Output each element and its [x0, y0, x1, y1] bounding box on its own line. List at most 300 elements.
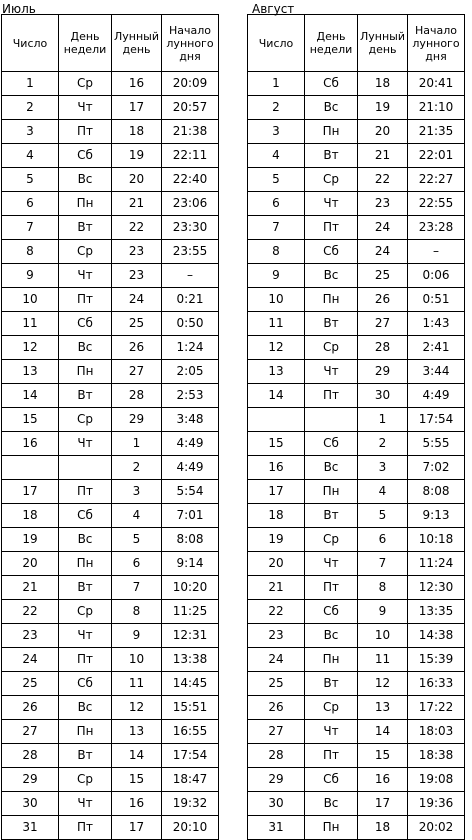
- cell-date: [248, 408, 305, 432]
- cell-weekday: Сб: [59, 672, 112, 696]
- cell-lunar-day: 12: [112, 696, 162, 720]
- cell-date: 30: [2, 792, 59, 816]
- cell-weekday: Пт: [59, 648, 112, 672]
- cell-weekday: Пт: [305, 384, 358, 408]
- july-header-date: Число: [2, 15, 59, 72]
- cell-date: 31: [2, 816, 59, 840]
- cell-lunar-day: 2: [112, 456, 162, 480]
- table-row: [248, 744, 465, 768]
- table-row: [248, 96, 465, 120]
- cell-date: 24: [248, 648, 305, 672]
- cell-date: 3: [2, 120, 59, 144]
- cell-lunar-start: 22:27: [408, 168, 465, 192]
- cell-date: 2: [248, 96, 305, 120]
- cell-weekday: Вт: [59, 216, 112, 240]
- table-row: [248, 720, 465, 744]
- table-row: [248, 288, 465, 312]
- july-table: [1, 14, 219, 840]
- table-row: [2, 192, 219, 216]
- table-row: [248, 648, 465, 672]
- cell-lunar-start: 0:50: [162, 312, 219, 336]
- cell-lunar-day: 5: [358, 504, 408, 528]
- cell-lunar-day: 4: [358, 480, 408, 504]
- cell-lunar-start: 21:35: [408, 120, 465, 144]
- table-row: [2, 288, 219, 312]
- cell-lunar-day: 30: [358, 384, 408, 408]
- table-row: [2, 216, 219, 240]
- cell-weekday: Сб: [59, 504, 112, 528]
- cell-lunar-start: 2:53: [162, 384, 219, 408]
- cell-weekday: Ср: [59, 600, 112, 624]
- cell-date: 17: [2, 480, 59, 504]
- cell-lunar-start: 13:38: [162, 648, 219, 672]
- cell-date: 27: [2, 720, 59, 744]
- table-row: [2, 168, 219, 192]
- cell-weekday: Пт: [305, 576, 358, 600]
- cell-lunar-day: 25: [358, 264, 408, 288]
- cell-weekday: Чт: [305, 192, 358, 216]
- cell-lunar-start: 9:13: [408, 504, 465, 528]
- table-row: [2, 144, 219, 168]
- cell-date: 26: [248, 696, 305, 720]
- cell-weekday: Ср: [305, 168, 358, 192]
- cell-weekday: Вс: [305, 792, 358, 816]
- cell-lunar-start: 13:35: [408, 600, 465, 624]
- cell-weekday: Пн: [59, 552, 112, 576]
- cell-lunar-day: 29: [358, 360, 408, 384]
- table-row: [2, 432, 219, 456]
- cell-lunar-start: 8:08: [162, 528, 219, 552]
- cell-lunar-start: 4:49: [408, 384, 465, 408]
- cell-weekday: Вт: [59, 384, 112, 408]
- cell-lunar-start: 23:06: [162, 192, 219, 216]
- cell-lunar-day: 23: [358, 192, 408, 216]
- cell-lunar-day: 28: [358, 336, 408, 360]
- cell-lunar-day: 7: [358, 552, 408, 576]
- cell-lunar-day: 10: [112, 648, 162, 672]
- cell-lunar-day: 15: [358, 744, 408, 768]
- table-row: [248, 600, 465, 624]
- cell-lunar-start: 4:49: [162, 456, 219, 480]
- table-row: [2, 672, 219, 696]
- cell-weekday: Сб: [59, 144, 112, 168]
- cell-lunar-day: 16: [112, 72, 162, 96]
- cell-lunar-day: 4: [112, 504, 162, 528]
- cell-weekday: Сб: [59, 312, 112, 336]
- july-title: Июль: [2, 2, 36, 16]
- cell-weekday: Пн: [305, 816, 358, 840]
- cell-date: 28: [2, 744, 59, 768]
- cell-date: 12: [248, 336, 305, 360]
- cell-date: 24: [2, 648, 59, 672]
- cell-date: 22: [2, 600, 59, 624]
- table-row: [2, 384, 219, 408]
- table-row: [248, 120, 465, 144]
- cell-lunar-start: 0:21: [162, 288, 219, 312]
- july-header-lunar-day: Лунный день: [112, 15, 162, 72]
- table-row: [248, 624, 465, 648]
- cell-weekday: Пт: [305, 744, 358, 768]
- table-row: [248, 432, 465, 456]
- cell-lunar-day: 15: [112, 768, 162, 792]
- cell-weekday: Ср: [59, 240, 112, 264]
- cell-lunar-start: 5:54: [162, 480, 219, 504]
- cell-weekday: Чт: [305, 552, 358, 576]
- cell-weekday: Пн: [59, 720, 112, 744]
- table-row: [248, 456, 465, 480]
- cell-lunar-day: 19: [358, 96, 408, 120]
- cell-weekday: Вт: [305, 504, 358, 528]
- cell-lunar-day: 27: [112, 360, 162, 384]
- table-row: [2, 600, 219, 624]
- cell-date: 9: [248, 264, 305, 288]
- cell-lunar-start: 2:41: [408, 336, 465, 360]
- cell-lunar-day: 21: [112, 192, 162, 216]
- table-row: [2, 696, 219, 720]
- cell-lunar-start: 9:14: [162, 552, 219, 576]
- table-row: [248, 72, 465, 96]
- cell-lunar-day: 18: [358, 72, 408, 96]
- cell-date: 25: [2, 672, 59, 696]
- cell-lunar-day: 24: [112, 288, 162, 312]
- august-header-lunar-day: Лунный день: [358, 15, 408, 72]
- cell-weekday: Вс: [59, 168, 112, 192]
- cell-lunar-day: 6: [112, 552, 162, 576]
- cell-lunar-start: 19:36: [408, 792, 465, 816]
- table-row: [248, 528, 465, 552]
- cell-date: 8: [2, 240, 59, 264]
- cell-lunar-day: 1: [112, 432, 162, 456]
- cell-date: 29: [248, 768, 305, 792]
- cell-weekday: Вт: [305, 312, 358, 336]
- cell-weekday: Пн: [305, 480, 358, 504]
- table-row: [248, 360, 465, 384]
- table-row: [248, 336, 465, 360]
- table-row: [2, 312, 219, 336]
- cell-weekday: Пн: [305, 648, 358, 672]
- cell-date: 16: [2, 432, 59, 456]
- cell-date: 29: [2, 768, 59, 792]
- cell-lunar-start: 23:30: [162, 216, 219, 240]
- table-row: [2, 480, 219, 504]
- cell-weekday: Вт: [305, 144, 358, 168]
- table-row: [248, 480, 465, 504]
- july-header-lunar-start: Начало лунного дня: [162, 15, 219, 72]
- cell-weekday: Ср: [59, 72, 112, 96]
- cell-lunar-start: 12:31: [162, 624, 219, 648]
- table-row: [248, 264, 465, 288]
- table-row: [2, 576, 219, 600]
- cell-date: 23: [2, 624, 59, 648]
- cell-lunar-start: 15:51: [162, 696, 219, 720]
- cell-lunar-day: 14: [358, 720, 408, 744]
- cell-date: 26: [2, 696, 59, 720]
- cell-weekday: Ср: [305, 528, 358, 552]
- cell-lunar-day: 20: [112, 168, 162, 192]
- cell-weekday: Вс: [305, 456, 358, 480]
- cell-lunar-start: 22:01: [408, 144, 465, 168]
- cell-lunar-day: 26: [358, 288, 408, 312]
- table-row: [2, 360, 219, 384]
- cell-date: 10: [2, 288, 59, 312]
- cell-weekday: Сб: [305, 768, 358, 792]
- table-row: [248, 312, 465, 336]
- july-body: [2, 72, 219, 840]
- cell-date: 17: [248, 480, 305, 504]
- table-row: [248, 552, 465, 576]
- cell-date: 15: [2, 408, 59, 432]
- cell-lunar-day: 17: [112, 96, 162, 120]
- cell-date: 22: [248, 600, 305, 624]
- cell-weekday: Пн: [305, 288, 358, 312]
- cell-lunar-start: 11:24: [408, 552, 465, 576]
- table-row: [248, 576, 465, 600]
- table-row: [2, 264, 219, 288]
- cell-lunar-start: 8:08: [408, 480, 465, 504]
- table-row: [2, 528, 219, 552]
- cell-lunar-start: 3:44: [408, 360, 465, 384]
- cell-weekday: Чт: [59, 624, 112, 648]
- table-row: [2, 240, 219, 264]
- cell-date: 21: [2, 576, 59, 600]
- table-row: [2, 648, 219, 672]
- cell-lunar-start: 22:55: [408, 192, 465, 216]
- table-row: [2, 624, 219, 648]
- cell-lunar-day: 7: [112, 576, 162, 600]
- cell-lunar-day: 9: [112, 624, 162, 648]
- cell-lunar-day: 18: [358, 816, 408, 840]
- cell-weekday: Пн: [305, 120, 358, 144]
- july-header-row: [2, 15, 219, 72]
- table-row: [248, 144, 465, 168]
- cell-lunar-day: 8: [358, 576, 408, 600]
- cell-weekday: Пт: [305, 216, 358, 240]
- cell-weekday: Пн: [59, 360, 112, 384]
- cell-date: 7: [2, 216, 59, 240]
- cell-lunar-start: 0:51: [408, 288, 465, 312]
- cell-date: 30: [248, 792, 305, 816]
- cell-date: 19: [248, 528, 305, 552]
- cell-weekday: Чт: [59, 432, 112, 456]
- cell-lunar-start: 3:48: [162, 408, 219, 432]
- cell-lunar-day: 14: [112, 744, 162, 768]
- cell-date: 14: [2, 384, 59, 408]
- table-row: [2, 456, 219, 480]
- cell-lunar-day: 13: [358, 696, 408, 720]
- august-header-date: Число: [248, 15, 305, 72]
- cell-date: 15: [248, 432, 305, 456]
- cell-lunar-start: 12:30: [408, 576, 465, 600]
- august-header-lunar-start: Начало лунного дня: [408, 15, 465, 72]
- cell-date: 5: [2, 168, 59, 192]
- cell-lunar-start: 19:32: [162, 792, 219, 816]
- cell-lunar-start: 22:11: [162, 144, 219, 168]
- table-row: [2, 72, 219, 96]
- cell-weekday: Вс: [305, 96, 358, 120]
- cell-weekday: Чт: [305, 720, 358, 744]
- cell-lunar-start: 5:55: [408, 432, 465, 456]
- cell-weekday: Ср: [59, 768, 112, 792]
- cell-weekday: [59, 456, 112, 480]
- cell-date: 7: [248, 216, 305, 240]
- cell-lunar-start: 16:55: [162, 720, 219, 744]
- cell-weekday: Ср: [305, 696, 358, 720]
- cell-lunar-start: 20:57: [162, 96, 219, 120]
- august-title: Август: [252, 2, 295, 16]
- table-row: [2, 792, 219, 816]
- table-row: [248, 696, 465, 720]
- cell-lunar-day: 20: [358, 120, 408, 144]
- cell-lunar-day: 22: [112, 216, 162, 240]
- cell-weekday: Сб: [305, 600, 358, 624]
- table-row: [2, 816, 219, 840]
- cell-lunar-day: 6: [358, 528, 408, 552]
- cell-date: 18: [2, 504, 59, 528]
- cell-lunar-day: 10: [358, 624, 408, 648]
- cell-lunar-start: 16:33: [408, 672, 465, 696]
- cell-lunar-start: 2:05: [162, 360, 219, 384]
- table-row: [248, 384, 465, 408]
- cell-lunar-day: 1: [358, 408, 408, 432]
- table-row: [248, 168, 465, 192]
- cell-weekday: Вс: [59, 528, 112, 552]
- cell-date: 14: [248, 384, 305, 408]
- cell-lunar-day: 8: [112, 600, 162, 624]
- cell-lunar-start: 10:20: [162, 576, 219, 600]
- table-row: [2, 408, 219, 432]
- cell-lunar-day: 24: [358, 216, 408, 240]
- table-row: [2, 504, 219, 528]
- cell-weekday: Пн: [59, 192, 112, 216]
- cell-date: 1: [248, 72, 305, 96]
- cell-date: 19: [2, 528, 59, 552]
- cell-date: 6: [248, 192, 305, 216]
- cell-weekday: Вс: [305, 624, 358, 648]
- cell-lunar-start: 17:22: [408, 696, 465, 720]
- cell-lunar-start: 14:38: [408, 624, 465, 648]
- cell-lunar-day: 24: [358, 240, 408, 264]
- cell-lunar-day: 2: [358, 432, 408, 456]
- cell-weekday: Ср: [59, 408, 112, 432]
- cell-weekday: Вт: [305, 672, 358, 696]
- table-row: [2, 744, 219, 768]
- table-row: [248, 768, 465, 792]
- cell-weekday: Сб: [305, 72, 358, 96]
- cell-date: 11: [248, 312, 305, 336]
- cell-lunar-day: 17: [358, 792, 408, 816]
- cell-lunar-day: 26: [112, 336, 162, 360]
- cell-weekday: Чт: [59, 264, 112, 288]
- cell-lunar-day: 11: [358, 648, 408, 672]
- cell-lunar-day: 5: [112, 528, 162, 552]
- cell-lunar-start: 11:25: [162, 600, 219, 624]
- table-row: [248, 408, 465, 432]
- cell-weekday: Вс: [59, 696, 112, 720]
- cell-lunar-start: 20:09: [162, 72, 219, 96]
- cell-lunar-start: –: [408, 240, 465, 264]
- cell-date: 6: [2, 192, 59, 216]
- cell-lunar-start: 7:02: [408, 456, 465, 480]
- cell-lunar-day: 27: [358, 312, 408, 336]
- cell-lunar-start: 18:47: [162, 768, 219, 792]
- cell-lunar-day: 11: [112, 672, 162, 696]
- table-row: [248, 192, 465, 216]
- cell-lunar-start: 20:10: [162, 816, 219, 840]
- table-row: [248, 216, 465, 240]
- cell-date: 31: [248, 816, 305, 840]
- cell-date: 28: [248, 744, 305, 768]
- cell-lunar-start: 10:18: [408, 528, 465, 552]
- cell-lunar-start: 18:38: [408, 744, 465, 768]
- table-row: [248, 816, 465, 840]
- cell-lunar-day: 19: [112, 144, 162, 168]
- cell-lunar-day: 29: [112, 408, 162, 432]
- cell-lunar-day: 16: [112, 792, 162, 816]
- cell-lunar-start: 21:10: [408, 96, 465, 120]
- cell-lunar-start: 0:06: [408, 264, 465, 288]
- cell-date: 1: [2, 72, 59, 96]
- cell-weekday: Пт: [59, 816, 112, 840]
- cell-date: 8: [248, 240, 305, 264]
- cell-lunar-day: 16: [358, 768, 408, 792]
- cell-weekday: Пт: [59, 120, 112, 144]
- cell-date: 16: [248, 456, 305, 480]
- cell-lunar-day: 3: [112, 480, 162, 504]
- cell-lunar-start: 15:39: [408, 648, 465, 672]
- table-row: [2, 120, 219, 144]
- table-row: [248, 672, 465, 696]
- cell-weekday: Вс: [305, 264, 358, 288]
- cell-date: 23: [248, 624, 305, 648]
- cell-weekday: Чт: [59, 96, 112, 120]
- cell-lunar-day: 13: [112, 720, 162, 744]
- cell-lunar-start: 1:43: [408, 312, 465, 336]
- table-row: [2, 768, 219, 792]
- cell-weekday: Вт: [59, 576, 112, 600]
- cell-weekday: Сб: [305, 240, 358, 264]
- cell-lunar-start: –: [162, 264, 219, 288]
- cell-weekday: Чт: [305, 360, 358, 384]
- cell-date: 13: [2, 360, 59, 384]
- cell-weekday: Вт: [59, 744, 112, 768]
- cell-date: 20: [2, 552, 59, 576]
- cell-lunar-start: 14:45: [162, 672, 219, 696]
- cell-weekday: Сб: [305, 432, 358, 456]
- cell-weekday: Пт: [59, 480, 112, 504]
- cell-lunar-start: 22:40: [162, 168, 219, 192]
- table-row: [248, 504, 465, 528]
- cell-date: 10: [248, 288, 305, 312]
- cell-weekday: Вс: [59, 336, 112, 360]
- table-row: [2, 720, 219, 744]
- cell-date: 9: [2, 264, 59, 288]
- cell-lunar-day: 22: [358, 168, 408, 192]
- cell-lunar-start: 17:54: [408, 408, 465, 432]
- cell-date: 13: [248, 360, 305, 384]
- cell-lunar-start: 18:03: [408, 720, 465, 744]
- cell-weekday: Пт: [59, 288, 112, 312]
- cell-date: 12: [2, 336, 59, 360]
- cell-weekday: Чт: [59, 792, 112, 816]
- cell-lunar-start: 20:02: [408, 816, 465, 840]
- cell-date: 27: [248, 720, 305, 744]
- august-header-row: [248, 15, 465, 72]
- table-row: [248, 240, 465, 264]
- table-row: [2, 552, 219, 576]
- cell-lunar-day: 23: [112, 264, 162, 288]
- cell-lunar-start: 23:28: [408, 216, 465, 240]
- august-body: [248, 72, 465, 840]
